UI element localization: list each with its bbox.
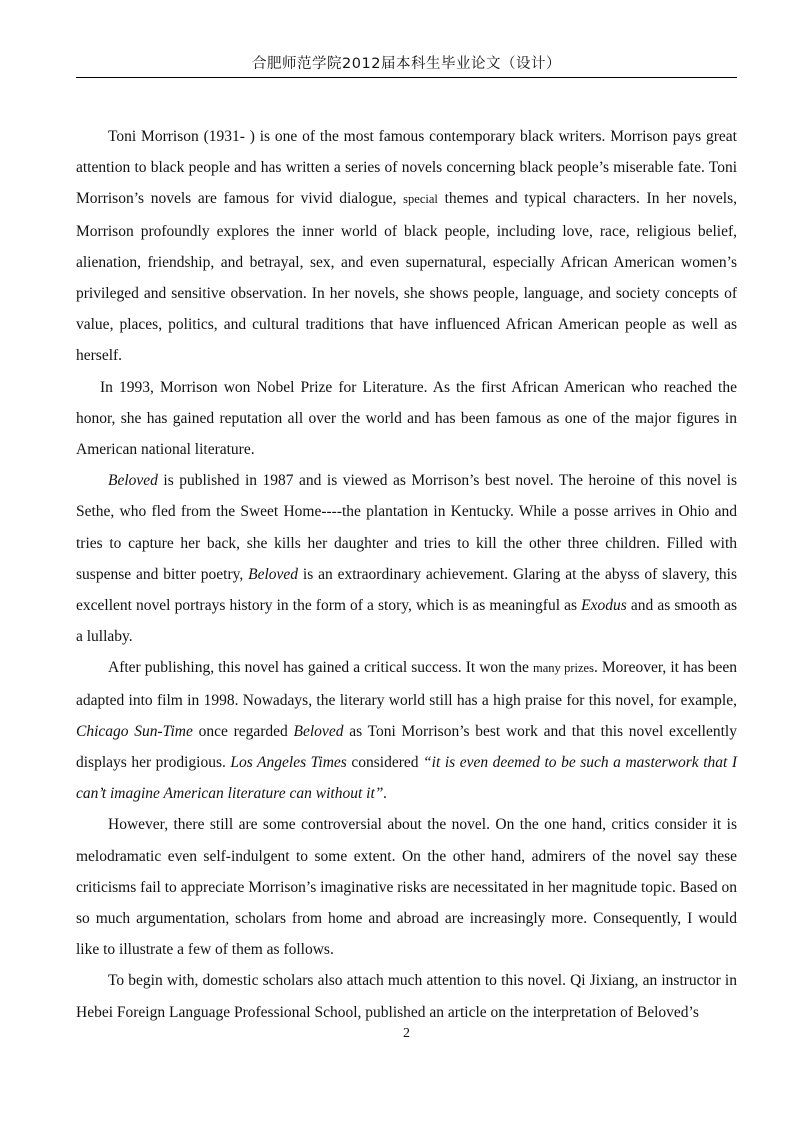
- text-run: is an extraordinary achievement. Glaring at the abyss of slavery, this excellent novel portrays history in the form of a story, which is as meaningful as: [76, 565, 737, 615]
- text-run: as Toni Morrison’s best work and that this novel excellently displays her prodigious.: [76, 722, 737, 772]
- italic-text: Los Angeles Times: [230, 754, 347, 772]
- italic-text: Chicago Sun-Time: [76, 722, 193, 740]
- text-run: considered: [346, 754, 424, 772]
- small-text: many prizes: [533, 661, 594, 676]
- text-run: In 1993, Morrison won Nobel Prize for Literature. As the first African American who reached the honor, she has gained reputation all over the world and has been famous as one of the major figures in American national literature.: [76, 378, 737, 459]
- text-run: To begin with, domestic scholars also attach much attention to this novel. Qi Jixiang, an instructor in Hebei Foreign Language Professional School, published an article on the interpretation of Beloved’s: [76, 972, 737, 1021]
- paragraph: [76, 652, 737, 809]
- italic-text: “it is even deemed to be such a masterwork that I can’t imagine American literature can without it”.: [76, 754, 738, 803]
- paragraph: [76, 965, 737, 1027]
- italic-text: Beloved: [293, 722, 344, 740]
- paragraph: [76, 465, 737, 652]
- page-header-title: 合肥师范学院2012届本科生毕业论文（设计）: [252, 56, 561, 72]
- text-run: and as smooth as a lullaby.: [76, 597, 737, 646]
- text-run: . Moreover, it has been adapted into film in 1998. Nowadays, the literary world still has a high praise for this novel, for example,: [76, 659, 737, 709]
- paragraph: [76, 809, 737, 965]
- body-text: [76, 121, 737, 1028]
- text-run: After publishing, this novel has gained a critical success. It won the: [108, 659, 534, 677]
- italic-text: Exodus: [581, 597, 627, 615]
- header-divider: [76, 77, 737, 78]
- page-number: 2: [403, 1026, 410, 1041]
- text-run: once regarded: [192, 722, 294, 740]
- text-run: is published in 1987 and is viewed as Morrison’s best novel. The heroine of this novel is Sethe, who fled from the Sweet Home----the plantation in Kentucky. While a posse arrives in Ohio and tries to capture her back, she kills her daughter and tries to kill the other three children. Filled with suspense and bitter poetry,: [76, 472, 737, 583]
- paragraph: [76, 121, 737, 372]
- italic-text: Beloved: [248, 565, 299, 583]
- text-run: Toni Morrison (1931- ) is one of the most famous contemporary black writers. Morrison pays great attention to black people and has written a series of novels concerning black people’s miserable fate. Toni Morrison’s novels are famous for vivid dialogue,: [76, 128, 737, 208]
- paragraph: [76, 372, 737, 466]
- text-run: However, there still are some controversial about the novel. On the one hand, critics consider it is melodramatic even self-indulgent to some extent. On the other hand, admirers of the novel say these criticisms fail to appreciate Morrison’s imaginative risks are necessitated in her magnitude topic. Based on so much argumentation, scholars from home and abroad are increasingly more. Consequently, I would like to illustrate a few of them as follows.: [76, 816, 737, 959]
- italic-text: Beloved: [108, 472, 158, 490]
- text-run: themes and typical characters. In her novels, Morrison profoundly explores the inner world of black people, including love, race, religious belief, alienation, friendship, and betrayal, sex, and even supernatural, especially African American women’s privileged and sensitive observation. In her novels, she shows people, language, and society concepts of value, places, politics, and cultural traditions that have influenced African American people as well as herself.: [76, 190, 737, 365]
- small-text: special: [403, 192, 438, 207]
